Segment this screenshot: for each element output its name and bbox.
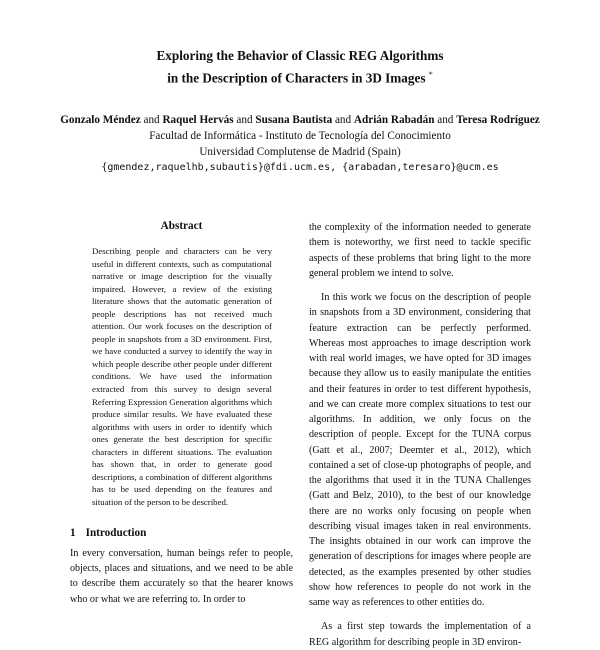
introduction-paragraph: In every conversation, human beings refer to people, objects, places and situations, and we need to be able to describe them accurately so that the hearer knows who or what we are referring to. In order to: [70, 548, 293, 605]
author-separator: and: [334, 114, 352, 126]
author-name: Gonzalo Méndez: [60, 114, 141, 126]
author-name: Teresa Rodríguez: [456, 114, 540, 126]
title-text-1: Exploring the Behavior of Classic REG Algorithms: [156, 48, 444, 63]
author-separator: and: [236, 114, 253, 126]
author-name: Adrián Rabadán: [353, 114, 435, 126]
title-footnote-mark: *: [428, 70, 433, 79]
abstract-text: Describing people and characters can be very useful in different contexts, such as computational narrative or image description for the visually impaired. However, a review of the existing literature shows that the automatic generation of people descriptions has not received much attention. Our work focuses on the description of people in snapshots from a 3D environment. First, we have conducted a survey to identify the way in which people describe other people under different conditions. We have used the information extracted from this survey to design several Referring Expression Generation algorithms which produce similar results. We have evaluated these algorithms with users in order to identify which ones generate the best description for specific characters in different situations. The evaluation has shown that, in order to generate good descriptions, a combination of different algorithms has to be used depending on the features and situation of the person to be described.: [92, 246, 272, 507]
author-name: Raquel Hervás: [162, 114, 234, 126]
affiliation-university: Universidad Complutense de Madrid (Spain): [199, 146, 401, 158]
paper-title-line-2: [0, 66, 600, 87]
section-title: Introduction: [85, 527, 147, 539]
author-emails: {gmendez,raquelhb,subautis}@fdi.ucm.es, {arabadan,teresaro}@ucm.es: [101, 162, 499, 173]
body-paragraph: the complexity of the information needed to generate them is noteworthy, we first need to tackle specific aspects of these problems that bring light to the more general problem we intend to solve.: [309, 222, 531, 279]
right-column: [309, 220, 531, 650]
author-separator: and: [437, 114, 454, 126]
author-name: Susana Bautista: [255, 114, 333, 126]
abstract-heading: Abstract: [160, 220, 203, 232]
section-heading-introduction: [70, 527, 146, 539]
author-separator: and: [143, 114, 160, 126]
paper-title-line-1: [0, 47, 600, 65]
body-paragraph: As a first step towards the implementation of a REG algorithm for describing people in 3D environ-: [309, 621, 531, 648]
body-paragraph: In this work we focus on the description of people in snapshots from a 3D environment, considering that feature extraction can be perfectly performed. Whereas most approaches to image description work with real world images, we have opted for 3D images because they allow us to easily manipulate the entities and their features in order to test different hypothesis, and we can create more complex situations to test our algorithms. In addition, we only focus on the description of people. Except for the TUNA corpus (Gatt et al., 2007; Deemter et al., 2012), which contained a set of close-up photographs of people, and the algorithms that used it in the TUNA Challenges (Gatt and Belz, 2010), to the best of our knowledge there are no works only focusing on people when describing visual images taken in real environments. The insights obtained in our work can improve the generation of descriptions for images where people are detected, as the examples presented by other studies show how references to people do not work in the same way as references to other entities do.: [309, 292, 531, 608]
affiliation-institute: Facultad de Informática - Instituto de Tecnología del Conocimiento: [149, 130, 451, 142]
title-text-2: in the Description of Characters in 3D Images: [167, 70, 426, 86]
section-number: 1: [70, 527, 76, 539]
author-list: [0, 112, 600, 128]
